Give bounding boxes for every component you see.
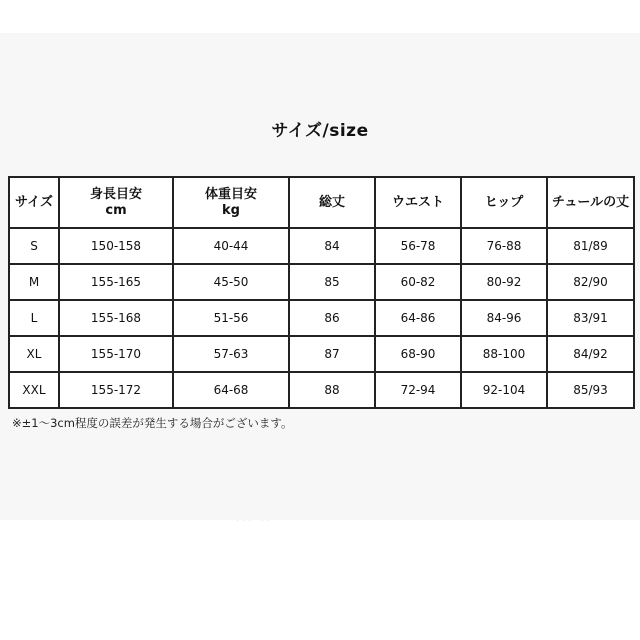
cell-tulle-length: 81/89	[547, 228, 634, 264]
cell-size: S	[9, 228, 59, 264]
cell-height: 155-168	[59, 300, 173, 336]
cell-tulle-length: 82/90	[547, 264, 634, 300]
cell-waist: 68-90	[375, 336, 461, 372]
page-title: サイズ/size	[271, 121, 369, 141]
cell-size: M	[9, 264, 59, 300]
cell-weight: 51-56	[173, 300, 289, 336]
cell-size: L	[9, 300, 59, 336]
cell-total-length: 88	[289, 372, 375, 408]
cell-total-length: 85	[289, 264, 375, 300]
cell-weight: 45-50	[173, 264, 289, 300]
cell-hip: 88-100	[461, 336, 547, 372]
cell-hip: 80-92	[461, 264, 547, 300]
table-row	[9, 300, 634, 336]
cell-hip: 76-88	[461, 228, 547, 264]
table-row	[9, 264, 634, 300]
table-header-row	[9, 177, 634, 228]
cell-height: 155-172	[59, 372, 173, 408]
cell-tulle-length: 83/91	[547, 300, 634, 336]
cell-weight: 40-44	[173, 228, 289, 264]
cell-waist: 72-94	[375, 372, 461, 408]
faint-text: ··· ··	[236, 516, 274, 527]
cell-hip: 84-96	[461, 300, 547, 336]
cell-total-length: 84	[289, 228, 375, 264]
cell-waist: 60-82	[375, 264, 461, 300]
cell-total-length: 87	[289, 336, 375, 372]
measurement-note: ※±1～3cm程度の誤差が発生する場合がございます。	[12, 416, 293, 430]
cell-height: 155-170	[59, 336, 173, 372]
header-total-length: 総丈	[289, 177, 375, 228]
table-row	[9, 336, 634, 372]
table-row	[9, 228, 634, 264]
cell-hip: 92-104	[461, 372, 547, 408]
cell-height: 155-165	[59, 264, 173, 300]
header-height: 身長目安 cm	[59, 177, 173, 228]
cell-weight: 64-68	[173, 372, 289, 408]
cell-size: XXL	[9, 372, 59, 408]
cell-waist: 64-86	[375, 300, 461, 336]
size-table	[8, 176, 635, 409]
cell-weight: 57-63	[173, 336, 289, 372]
cell-tulle-length: 84/92	[547, 336, 634, 372]
cell-total-length: 86	[289, 300, 375, 336]
table-row	[9, 372, 634, 408]
header-waist: ウエスト	[375, 177, 461, 228]
cell-height: 150-158	[59, 228, 173, 264]
header-hip: ヒップ	[461, 177, 547, 228]
cell-waist: 56-78	[375, 228, 461, 264]
header-size: サイズ	[9, 177, 59, 228]
cell-tulle-length: 85/93	[547, 372, 634, 408]
cell-size: XL	[9, 336, 59, 372]
header-weight: 体重目安 kg	[173, 177, 289, 228]
header-tulle-length: チュールの丈	[547, 177, 634, 228]
